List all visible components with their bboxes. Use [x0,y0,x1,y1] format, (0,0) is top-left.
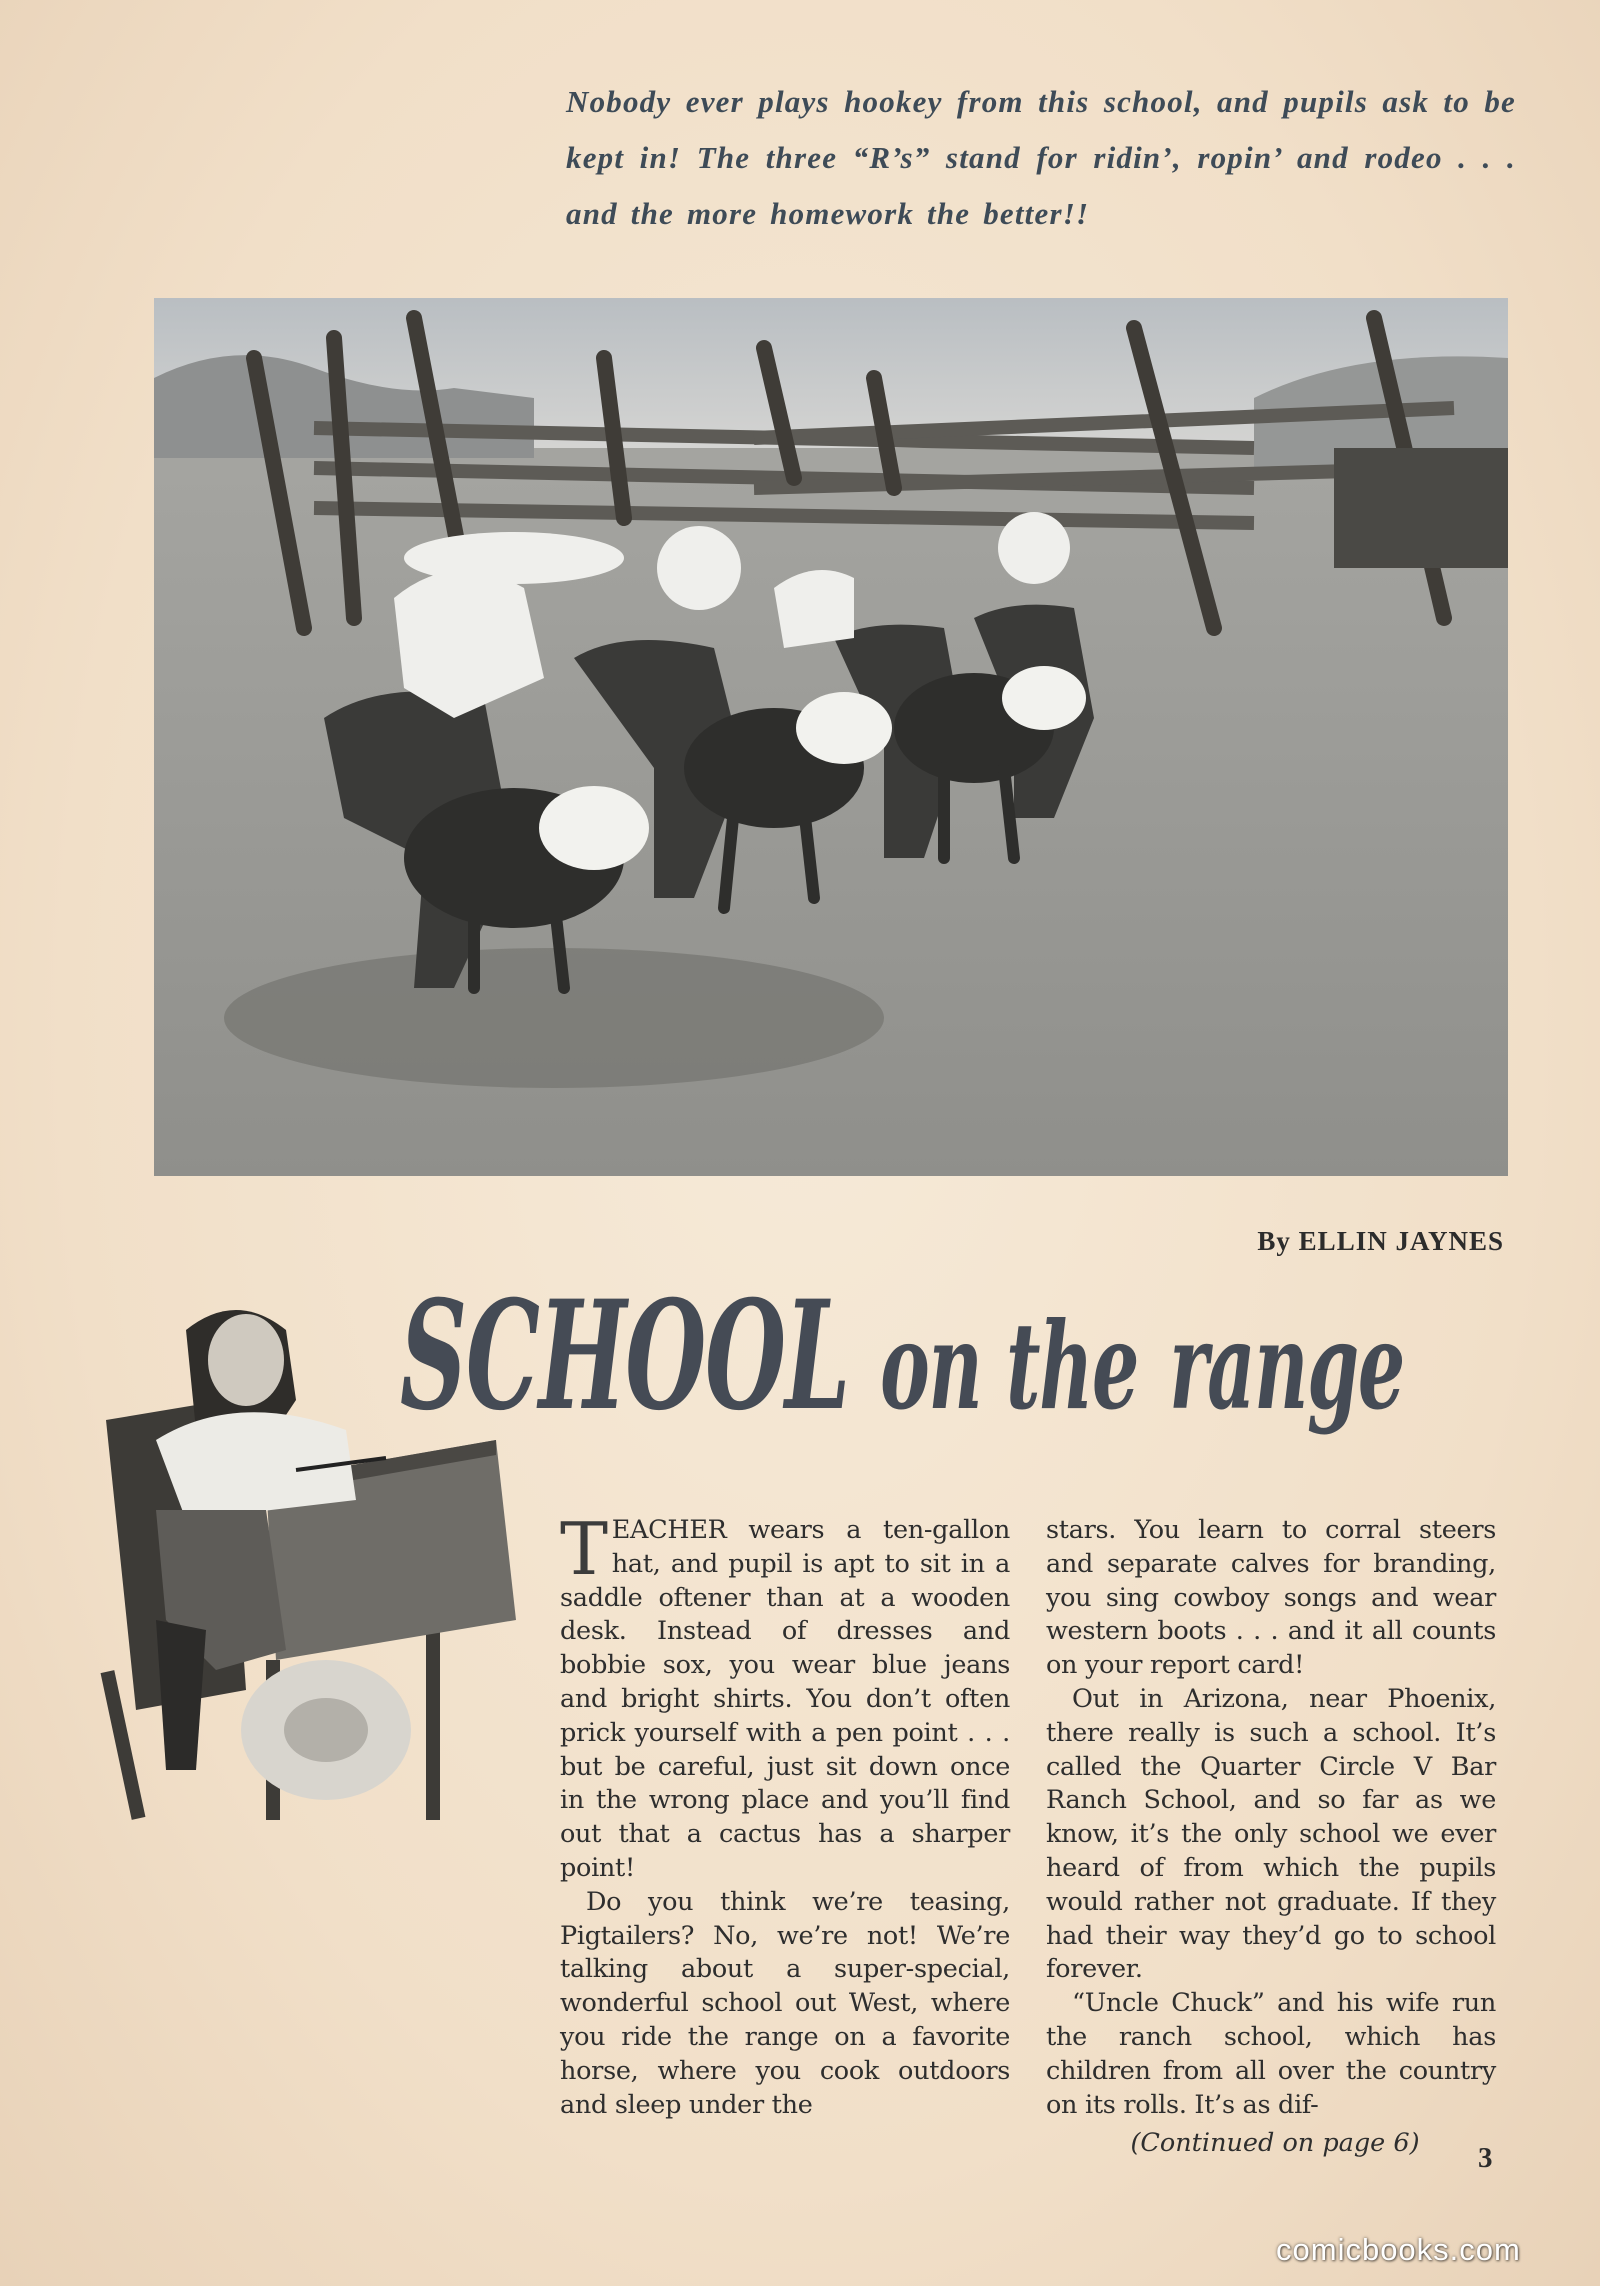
page-number: 3 [1478,2142,1493,2174]
boy-at-desk-photo [96,1290,536,1850]
title-word-range: range [1169,1296,1404,1437]
watermark: comicbooks.com [1276,2232,1521,2267]
article-paragraph: Out in Arizona, near Phoenix, there really is such a school. It’s called the Quarter Circle V Bar Ranch School, and so far as we know, it’s the only school we ever heard of from which the pupils would rather not graduate. If they had their way they’d go to school forever. [1046,1683,1496,1985]
article-column-1 [560,1507,1010,2122]
article-paragraph [560,1507,1010,1886]
title-word-on-the: on the [880,1296,1139,1437]
byline-prefix: By [1257,1226,1291,1256]
ranch-calves-photo [154,298,1508,1176]
article-column-2 [1046,1514,1496,2122]
intro-deck: Nobody ever plays hookey from this school, and pupils ask to be kept in! The three “R’s” stand for ridin’, ropin’ and rodeo . . . and the more homework the better!! [566,84,1516,231]
byline [1160,1226,1504,1257]
article-paragraph: Do you think we’re teasing, Pigtailers? No, we’re not! We’re talking about a super-special, wonderful school out West, where you ride the range on a favorite horse, where you cook outdoors and sleep under the [560,1886,1010,2120]
byline-author: ELLIN JAYNES [1298,1226,1504,1256]
article-paragraph: stars. You learn to corral steers and separate calves for branding, you sing cowboy songs and wear western boots . . . and it all counts on your report card! [1046,1515,1496,1681]
continued-text: (Continued on page 6) [1130,2128,1420,2158]
paragraph-text: EACHER wears a ten-gallon hat, and pupil is apt to sit in a saddle oftener than at a wooden desk. Instead of dresses and bobbie sox, you wear blue jeans and bright shirts. You don’t often prick yourself with a pen point . . . but be careful, just sit down once in the wrong place and you’ll find out that a cactus has a sharper point! [560,1515,1010,1883]
drop-cap: T [560,1507,608,1591]
title-word-school: SCHOOL [400,1268,850,1444]
continued-note [1110,2128,1440,2158]
article-paragraph: “Uncle Chuck” and his wife run the ranch school, which has children from all over the country on its rolls. It’s as dif- [1046,1988,1496,2120]
